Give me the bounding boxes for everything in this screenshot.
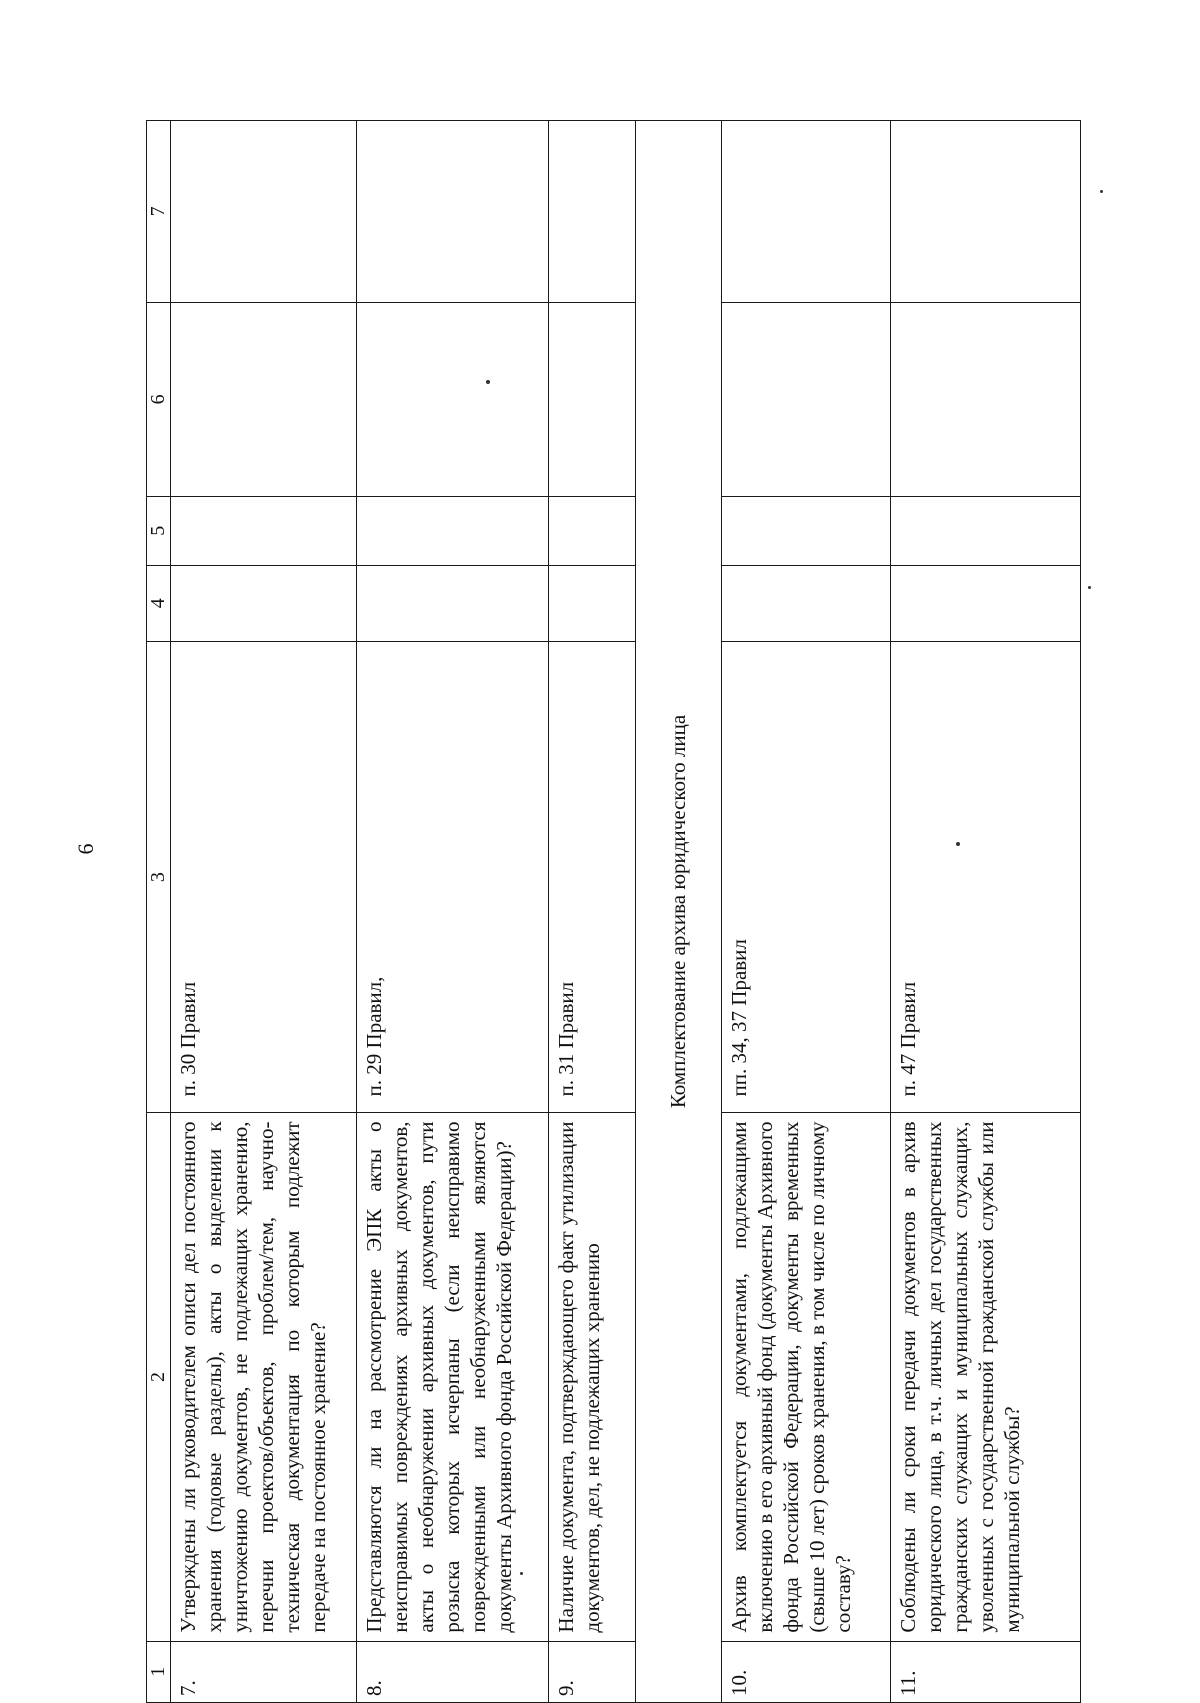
table-row <box>722 121 891 1703</box>
row-question: Утверждены ли руководителем описи дел постоянного хранения (годовые разделы), акты о выделении к уничтожению документов, не подлежащих хранению, перечни проектов/объектов, проблем/тем, научно-техническая документация по которым подлежит передаче на постоянное хранение? <box>171 1113 357 1641</box>
row-reference: п. 47 Правил <box>890 641 1080 1113</box>
empty-cell <box>890 121 1080 303</box>
scan-speck <box>520 1572 523 1575</box>
empty-cell <box>722 302 891 496</box>
empty-cell <box>549 121 636 303</box>
table-header-row <box>147 121 171 1703</box>
scan-speck <box>956 842 960 846</box>
row-number: 10. <box>722 1641 891 1702</box>
section-title-cell <box>635 121 722 1703</box>
empty-cell <box>890 496 1080 565</box>
empty-cell <box>890 302 1080 496</box>
table-row <box>171 121 357 1703</box>
empty-cell <box>357 302 549 496</box>
row-question: Архив комплектуется документами, подлежащими включению в его архивный фонд (документы Архивного фонда Российской Федерации, документы временных (свыше 10 лет) сроков хранения, в том числе по личному составу? <box>722 1113 891 1641</box>
empty-cell <box>549 565 636 641</box>
row-number: 9. <box>549 1641 636 1702</box>
empty-cell <box>171 121 357 303</box>
checklist-table-frame <box>146 120 1081 1703</box>
empty-cell <box>722 121 891 303</box>
row-reference: п. 30 Правил <box>171 641 357 1113</box>
header-cell: 1 <box>147 1641 171 1702</box>
row-number: 7. <box>171 1641 357 1702</box>
empty-cell <box>549 302 636 496</box>
scan-speck <box>1100 190 1103 193</box>
scan-speck <box>1088 586 1091 589</box>
header-cell: 7 <box>147 121 171 303</box>
checklist-table <box>146 120 1081 1703</box>
table-row <box>890 121 1080 1703</box>
empty-cell <box>722 496 891 565</box>
row-question: Соблюдены ли сроки передачи документов в архив юридического лица, в т.ч. личных дел государственных гражданских служащих и муниципальных служащих, уволенных с государственной гражданской службы или муниципальной службы? <box>890 1113 1080 1641</box>
header-cell: 6 <box>147 302 171 496</box>
empty-cell <box>549 496 636 565</box>
row-reference: п. 31 Правил <box>549 641 636 1113</box>
empty-cell <box>722 565 891 641</box>
empty-cell <box>171 496 357 565</box>
row-number: 11. <box>890 1641 1080 1702</box>
empty-cell <box>357 565 549 641</box>
row-question: Представляются ли на рассмотрение ЭПК акты о неисправимых повреждениях архивных документов, акты о необнаружении архивных документов, пути розыска которых исчерпаны (если неисправимо поврежденными или необнаруженными являются документы Архивного фонда Российской Федерации)? <box>357 1113 549 1641</box>
section-row <box>635 121 722 1703</box>
header-cell: 5 <box>147 496 171 565</box>
page-number: 6 <box>73 843 98 855</box>
row-question: Наличие документа, подтверждающего факт утилизации документов, дел, не подлежащих хранению <box>549 1113 636 1641</box>
row-reference: пп. 34, 37 Правил <box>722 641 891 1113</box>
row-reference: п. 29 Правил, <box>357 641 549 1113</box>
table-row <box>549 121 636 1703</box>
empty-cell <box>171 565 357 641</box>
header-cell: 4 <box>147 565 171 641</box>
scan-speck <box>486 380 490 384</box>
empty-cell <box>357 121 549 303</box>
section-title: Комплектование архива юридического лица <box>666 714 691 1109</box>
empty-cell <box>357 496 549 565</box>
empty-cell <box>171 302 357 496</box>
row-number: 8. <box>357 1641 549 1702</box>
table-row <box>357 121 549 1703</box>
empty-cell <box>890 565 1080 641</box>
header-cell: 3 <box>147 641 171 1113</box>
header-cell: 2 <box>147 1113 171 1641</box>
